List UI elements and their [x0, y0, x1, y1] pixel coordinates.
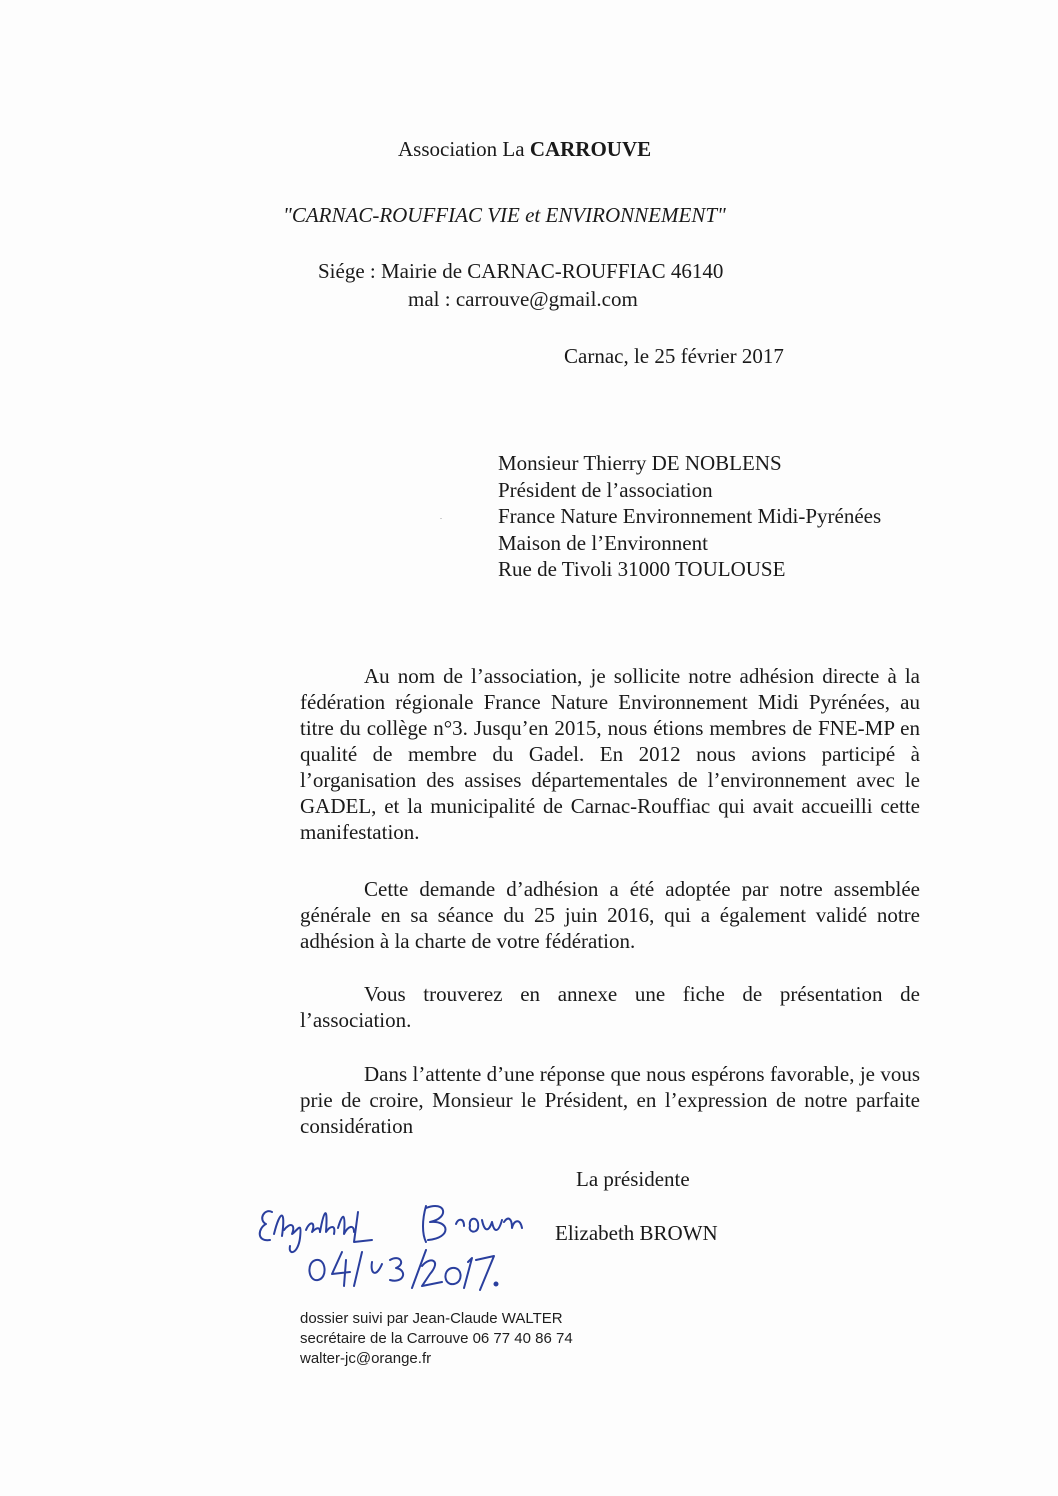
- signer-name: Elizabeth BROWN: [555, 1221, 718, 1245]
- association-title: [398, 136, 651, 162]
- closing-title: La présidente: [576, 1167, 690, 1191]
- place-date: Carnac, le 25 février 2017: [564, 344, 784, 368]
- recipient-address: Rue de Tivoli 31000 TOULOUSE: [498, 557, 786, 581]
- association-seat: Siége : Mairie de CARNAC-ROUFFIAC 46140: [318, 259, 724, 283]
- scan-speck: [440, 518, 442, 519]
- body-paragraph: Dans l’attente d’une réponse que nous espérons favorable, je vous prie de croire, Monsieur le Président, en l’expression de notre parfaite considération: [300, 1062, 920, 1138]
- association-mail: mal : carrouve@gmail.com: [408, 287, 638, 311]
- handwritten-signature: [250, 1190, 530, 1300]
- footer-followed-by: dossier suivi par Jean-Claude WALTER: [300, 1310, 563, 1327]
- association-subtitle: "CARNAC-ROUFFIAC VIE et ENVIRONNEMENT": [283, 203, 726, 227]
- footer-secretary: secrétaire de la Carrouve 06 77 40 86 74: [300, 1330, 573, 1347]
- footer-email: walter-jc@orange.fr: [300, 1350, 432, 1367]
- recipient-building: Maison de l’Environnent: [498, 530, 708, 555]
- association-name: CARROUVE: [529, 137, 652, 161]
- recipient-name: Monsieur Thierry DE NOBLENS: [498, 451, 782, 475]
- recipient-block: [498, 450, 881, 583]
- footer-contact: [300, 1309, 573, 1369]
- body-paragraph: Cette demande d’adhésion a été adoptée par notre assemblée générale en sa séance du 25 juin 2016, qui a également validé notre adhésion à la charte de votre fédération.: [300, 877, 920, 953]
- association-prefix: Association La: [398, 137, 530, 161]
- recipient-role: Président de l’association: [498, 477, 713, 502]
- body-paragraph: Vous trouverez en annexe une fiche de présentation de l’association.: [300, 982, 920, 1032]
- recipient-organisation: France Nature Environnement Midi-Pyrénées: [498, 504, 882, 528]
- body-paragraph: Au nom de l’association, je sollicite notre adhésion directe à la fédération régionale France Nature Environnement Midi Pyrénées, au titre du collège n°3. Jusqu’en 2015, nous étions membres de FNE-MP en qualité de membre du Gadel. En 2012 nous avions participé à l’organisation des assises départementales de l’environnement avec le GADEL, et la municipalité de Carnac-Rouffiac qui avait accueilli cette manifestation.: [300, 664, 920, 844]
